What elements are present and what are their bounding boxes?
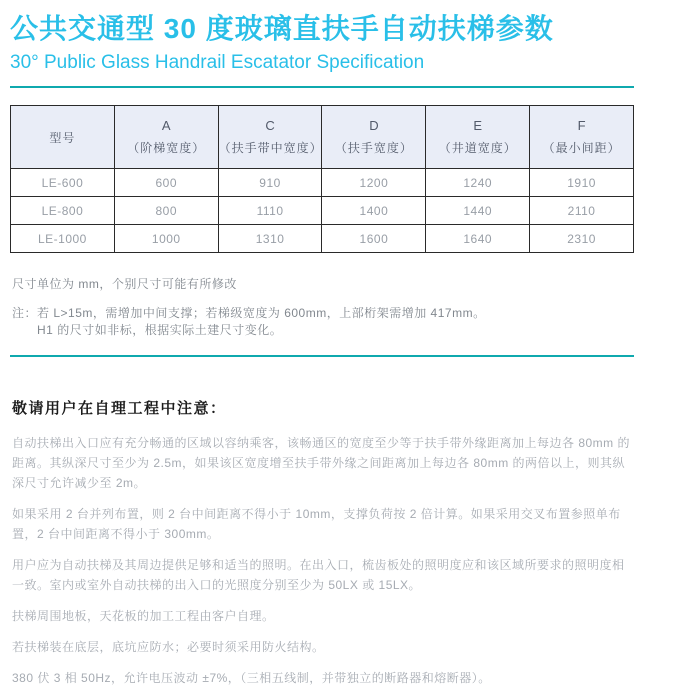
user-notice-section (10, 400, 634, 688)
value-cell: 1440 (426, 197, 530, 225)
value-cell: 910 (218, 169, 322, 197)
model-cell: LE-800 (11, 197, 115, 225)
table-header-row (11, 106, 634, 169)
col-letter: E (473, 118, 483, 134)
table-row-le1000 (11, 225, 634, 253)
notice-paragraph-3: 用户应为自动扶梯及其周边提供足够和适当的照明。在出入口，梳齿板处的照明度应和该区域所要求的照明度相一致。室内或室外自动扶梯的出入口的光照度分别至少为 50LX 或 15LX。 (12, 558, 625, 593)
notice-paragraph-5: 若扶梯装在底层，底坑应防水；必要时须采用防火结构。 (12, 640, 325, 655)
top-divider (10, 86, 634, 88)
notice-heading: 敬请用户在自理工程中注意： (12, 400, 227, 418)
col-header-f (530, 106, 634, 169)
col-header-label: 型号 (49, 130, 76, 145)
table-row-le800 (11, 197, 634, 225)
col-header-a (114, 106, 218, 169)
model-cell: LE-600 (11, 169, 115, 197)
remark-body (37, 305, 634, 339)
value-cell: 2310 (530, 225, 634, 253)
value-cell: 1400 (322, 197, 426, 225)
col-header-label: （最小间距） (542, 141, 621, 156)
value-cell: 1600 (322, 225, 426, 253)
remark-line-1: 若 L>15m，需增加中间支撑；若梯级宽度为 600mm，上部桁架需增加 417mm。 (37, 306, 486, 321)
col-letter: C (265, 118, 275, 134)
col-header-label: （井道宽度） (438, 141, 517, 156)
notice-paragraph-2: 如果采用 2 台并列布置，则 2 台中间距离不得小于 10mm，支撑负荷按 2 倍计算。如果采用交叉布置参照单布置，2 台中间距离不得小于 300mm。 (12, 507, 621, 542)
col-header-label: （扶手宽度） (334, 141, 413, 156)
col-letter: A (161, 118, 171, 134)
table-row-le600 (11, 169, 634, 197)
notice-paragraph-1: 自动扶梯出入口应有充分畅通的区域以容纳乘客，该畅通区的宽度至少等于扶手带外缘距离加上每边各 80mm 的距离。其纵深尺寸至少为 2.5m，如果该区宽度增至扶手带外缘之间距离加上每边各 80mm 的两倍以上，则其纵深尺寸允许减少至 2m。 (12, 436, 631, 491)
value-cell: 1910 (530, 169, 634, 197)
table-notes (10, 277, 634, 339)
value-cell: 1240 (426, 169, 530, 197)
value-cell: 2110 (530, 197, 634, 225)
page-subtitle: 30° Public Glass Handrail Escatator Specification (10, 51, 425, 73)
col-letter: F (577, 118, 586, 134)
col-header-model (11, 106, 115, 169)
page-title: 公共交通型 30 度玻璃直扶手自动扶梯参数 (10, 13, 554, 44)
bottom-divider (10, 355, 634, 357)
model-cell: LE-1000 (11, 225, 115, 253)
col-header-e (426, 106, 530, 169)
col-header-d (322, 106, 426, 169)
remark-line-2: H1 的尺寸如非标，根据实际土建尺寸变化。 (37, 323, 283, 338)
remark-note (12, 305, 634, 339)
unit-note: 尺寸单位为 mm，个别尺寸可能有所修改 (12, 277, 237, 292)
value-cell: 1200 (322, 169, 426, 197)
col-header-label: （扶手带中宽度） (218, 141, 323, 156)
col-header-label: （阶梯宽度） (127, 141, 206, 156)
notice-paragraph-4: 扶梯周围地板，天花板的加工工程由客户自理。 (12, 609, 275, 624)
value-cell: 1110 (218, 197, 322, 225)
value-cell: 1000 (114, 225, 218, 253)
remark-label: 注： (12, 306, 38, 321)
spec-table (10, 105, 634, 253)
col-header-c (218, 106, 322, 169)
value-cell: 600 (114, 169, 218, 197)
notice-paragraph-6: 380 伏 3 相 50Hz，允许电压波动 ±7%，（三相五线制，并带独立的断路器和熔断器）。 (12, 671, 491, 686)
col-letter: D (369, 118, 379, 134)
value-cell: 1310 (218, 225, 322, 253)
value-cell: 800 (114, 197, 218, 225)
value-cell: 1640 (426, 225, 530, 253)
